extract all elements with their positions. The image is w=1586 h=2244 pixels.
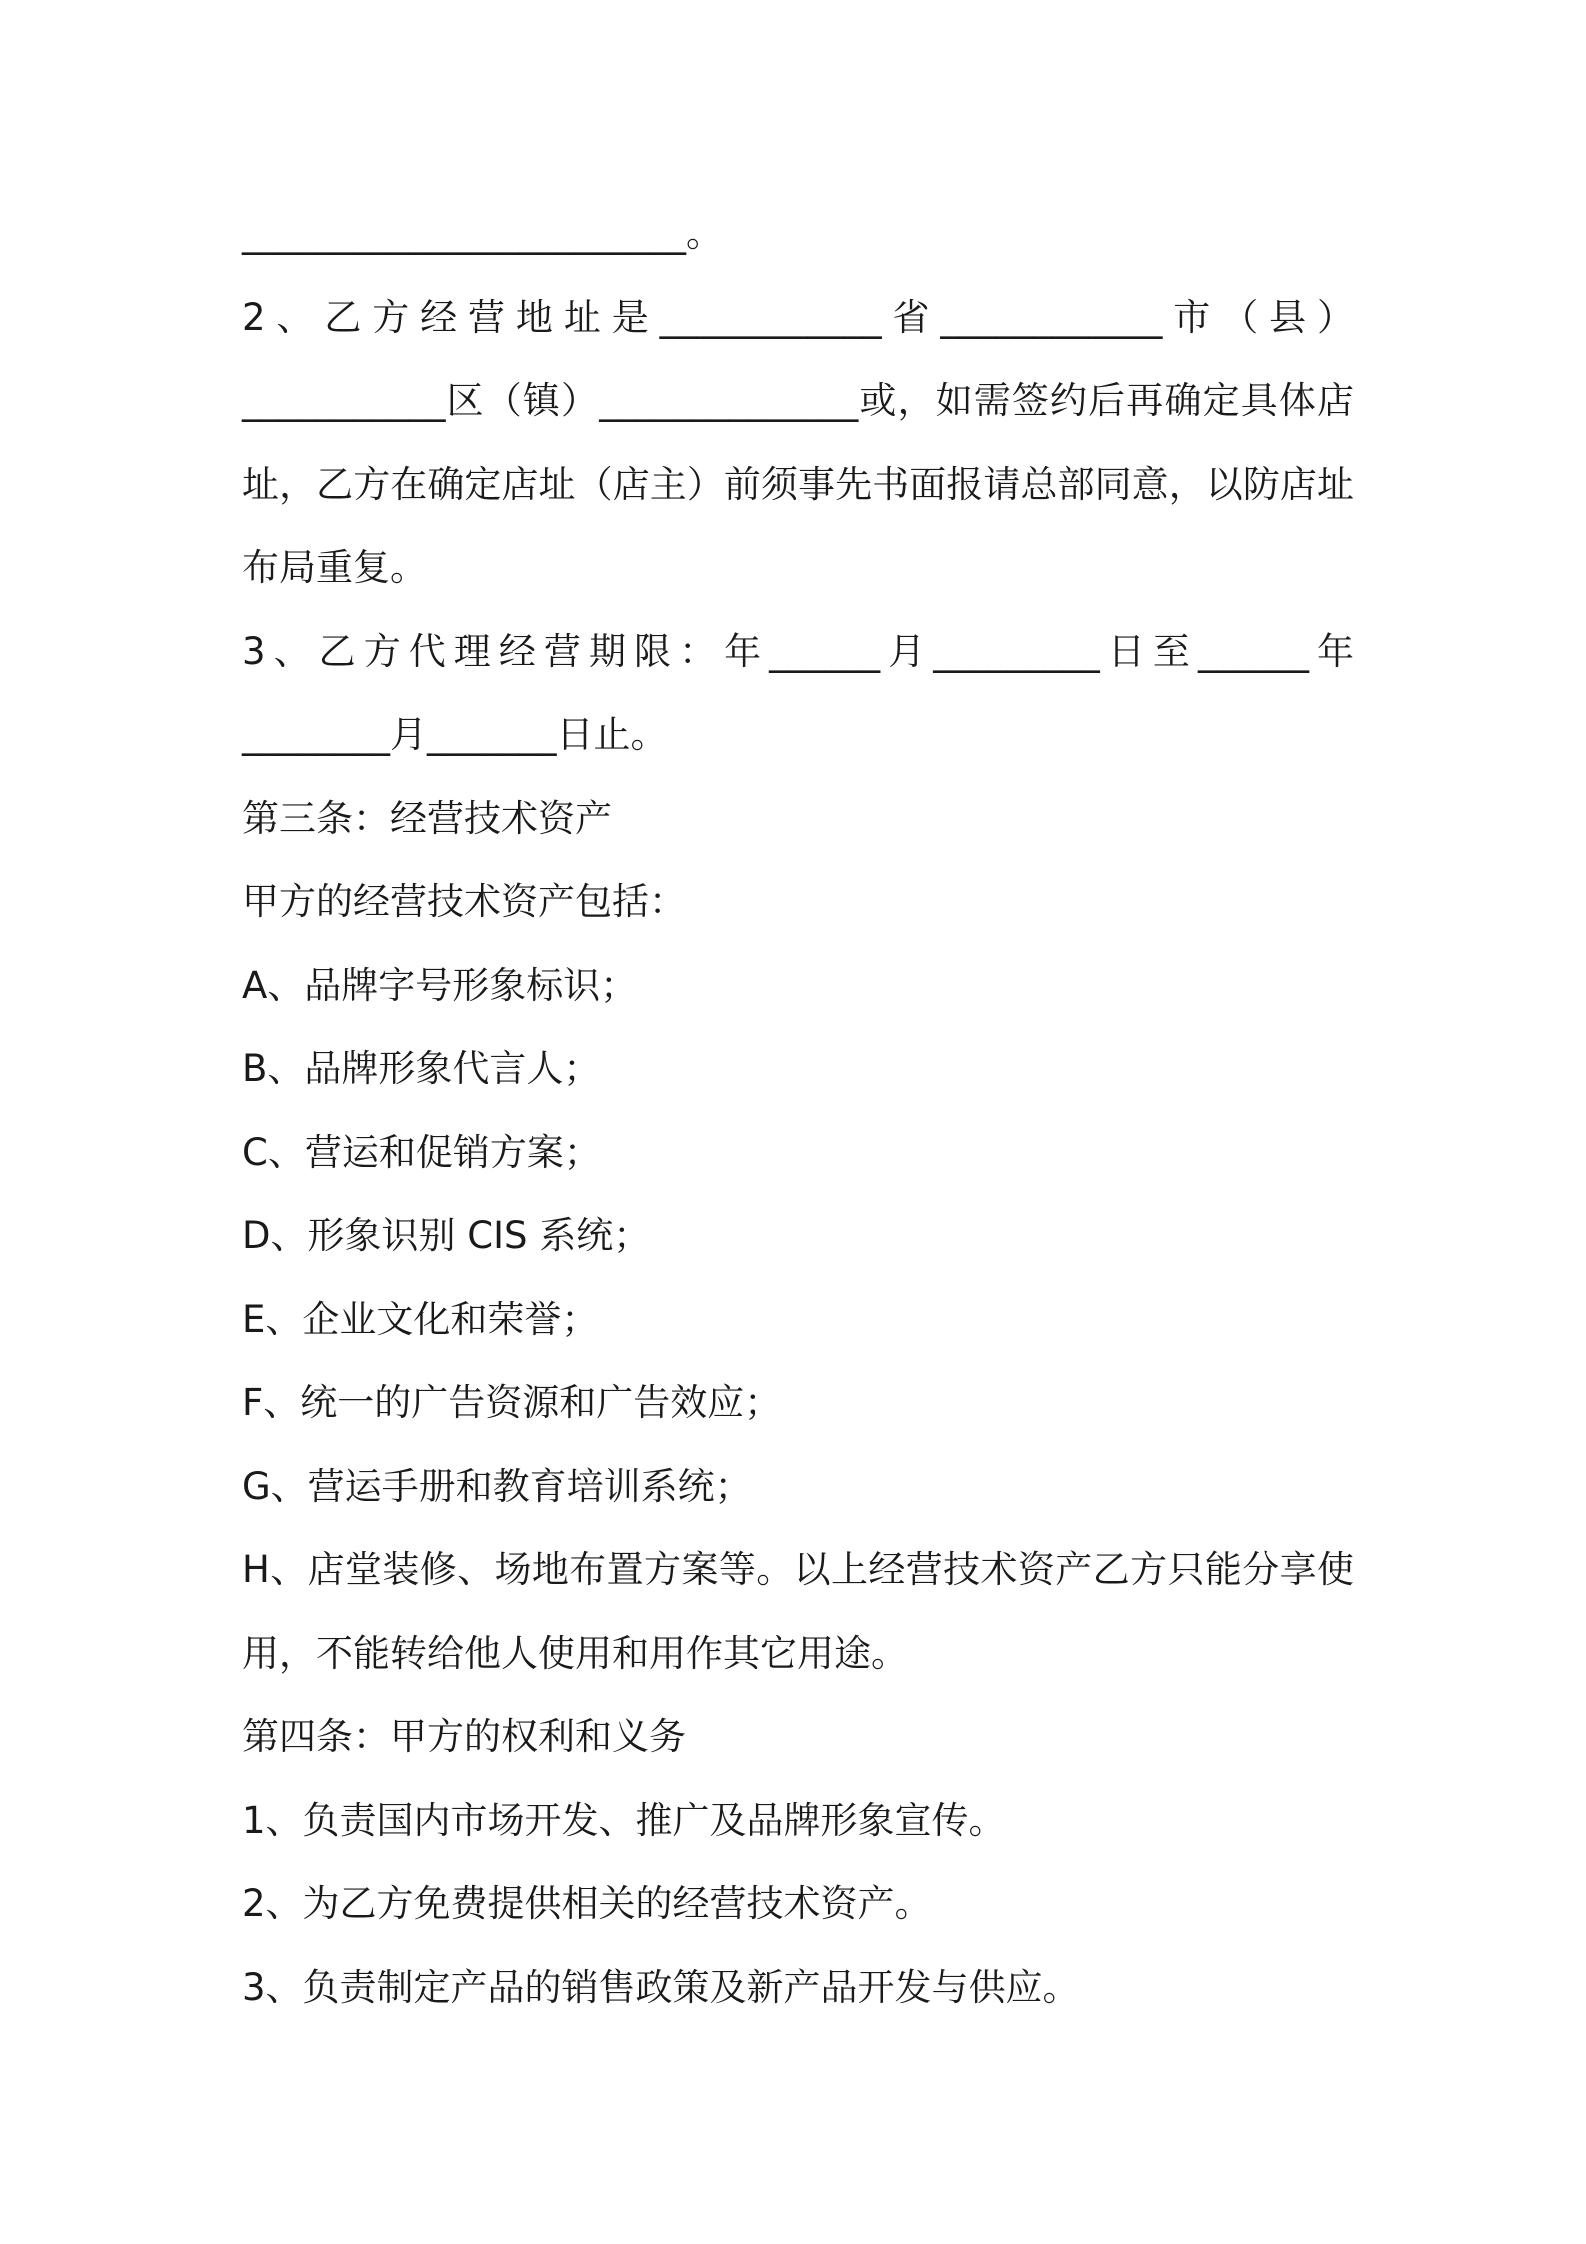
text-line-blank-ending: ________________________。 (242, 212, 723, 255)
clause-2-ending: 布局重复。 (242, 546, 427, 589)
party-a-duty-1: 1、负责国内市场开发、推广及品牌形象宣传。 (242, 1798, 1006, 1842)
asset-item-a: A、品牌字号形象标识； (242, 963, 638, 1007)
asset-item-g: G、营运手册和教育培训系统； (242, 1464, 752, 1508)
asset-item-h: H、店堂装修、场地布置方案等。以上经营技术资产乙方只能分享使 (242, 1548, 1354, 1591)
clause-2-address-line: 2、乙方经营地址是____________省____________市（县） (242, 295, 1354, 339)
article-4-heading: 第四条：甲方的权利和义务 (242, 1715, 686, 1758)
party-a-duty-2: 2、为乙方免费提供相关的经营技术资产。 (242, 1882, 932, 1925)
article-3-intro: 甲方的经营技术资产包括： (242, 880, 686, 923)
article-3-heading: 第三条：经营技术资产 (242, 796, 612, 840)
asset-item-f: F、统一的广告资源和广告效应； (242, 1381, 782, 1424)
asset-item-h-continued: 用，不能转给他人使用和用作其它用途。 (242, 1631, 908, 1675)
clause-2-address-continued: ___________区（镇）______________或，如需签约后再确定具体店 (242, 379, 1354, 422)
asset-item-c: C、营运和促销方案； (242, 1130, 601, 1174)
clause-2-approval-text: 址，乙方在确定店址（店主）前须事先书面报请总部同意，以防店址 (242, 462, 1354, 506)
document-body (242, 192, 1354, 2029)
asset-item-e: E、企业文化和荣誉； (242, 1297, 599, 1341)
asset-item-d: D、形象识别 CIS 系统； (242, 1214, 651, 1257)
clause-3-term-line: 3、乙方代理经营期限：年______月_________日至______年 (242, 629, 1354, 673)
asset-item-b: B、品牌形象代言人； (242, 1047, 601, 1090)
party-a-duty-3: 3、负责制定产品的销售政策及新产品开发与供应。 (242, 1965, 1080, 2009)
clause-3-term-ending: ________月_______日止。 (242, 713, 668, 756)
